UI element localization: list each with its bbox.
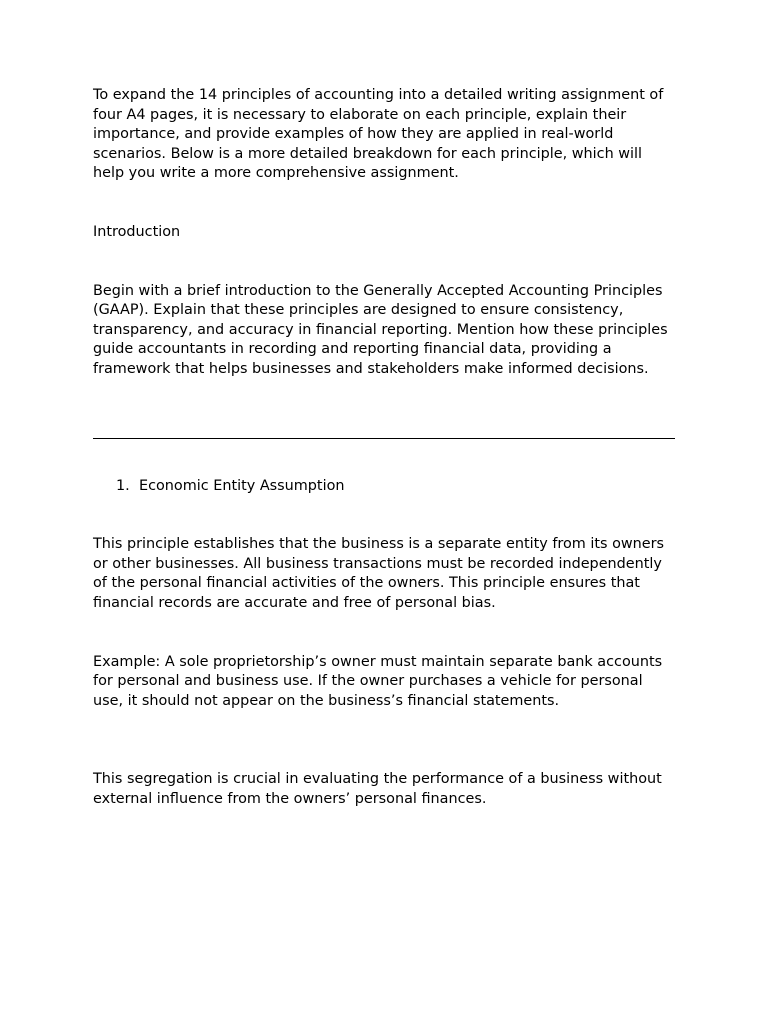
section-1-example: Example: A sole proprietorship’s owner must maintain separate bank accounts for personal and business use. If the owner purchases a vehicle for personal use, it should not appear on the business’s financial statements. — [93, 653, 663, 709]
introduction-heading: Introduction — [93, 223, 181, 240]
section-1-closing: This segregation is crucial in evaluating the performance of a business without external influence from the owners’ personal finances. — [93, 771, 662, 807]
section-1-title: Economic Entity Assumption — [139, 477, 345, 494]
document-page — [93, 86, 675, 809]
introduction-paragraph: Begin with a brief introduction to the Generally Accepted Accounting Principles (GAAP). Explain that these principles are designed to ensure consistency, transparency, and accuracy in financial reporting. Mention how these principles guide accountants in recording and reporting financial data, providing a framework that helps businesses and stakeholders make informed decisions. — [93, 282, 668, 377]
opening-paragraph: To expand the 14 principles of accounting into a detailed writing assignment of four A4 pages, it is necessary to elaborate on each principle, explain their importance, and provide examples of how they are applied in real-world scenarios. Below is a more detailed breakdown for each principle, which will help you write a more comprehensive assignment. — [93, 87, 664, 182]
section-1-number: 1. — [116, 477, 130, 494]
section-1-heading — [93, 477, 675, 497]
horizontal-divider — [93, 438, 675, 439]
section-1-paragraph: This principle establishes that the business is a separate entity from its owners or other businesses. All business transactions must be recorded independently of the personal financial activities of the owners. This principle ensures that financial records are accurate and free of personal bias. — [93, 536, 665, 611]
